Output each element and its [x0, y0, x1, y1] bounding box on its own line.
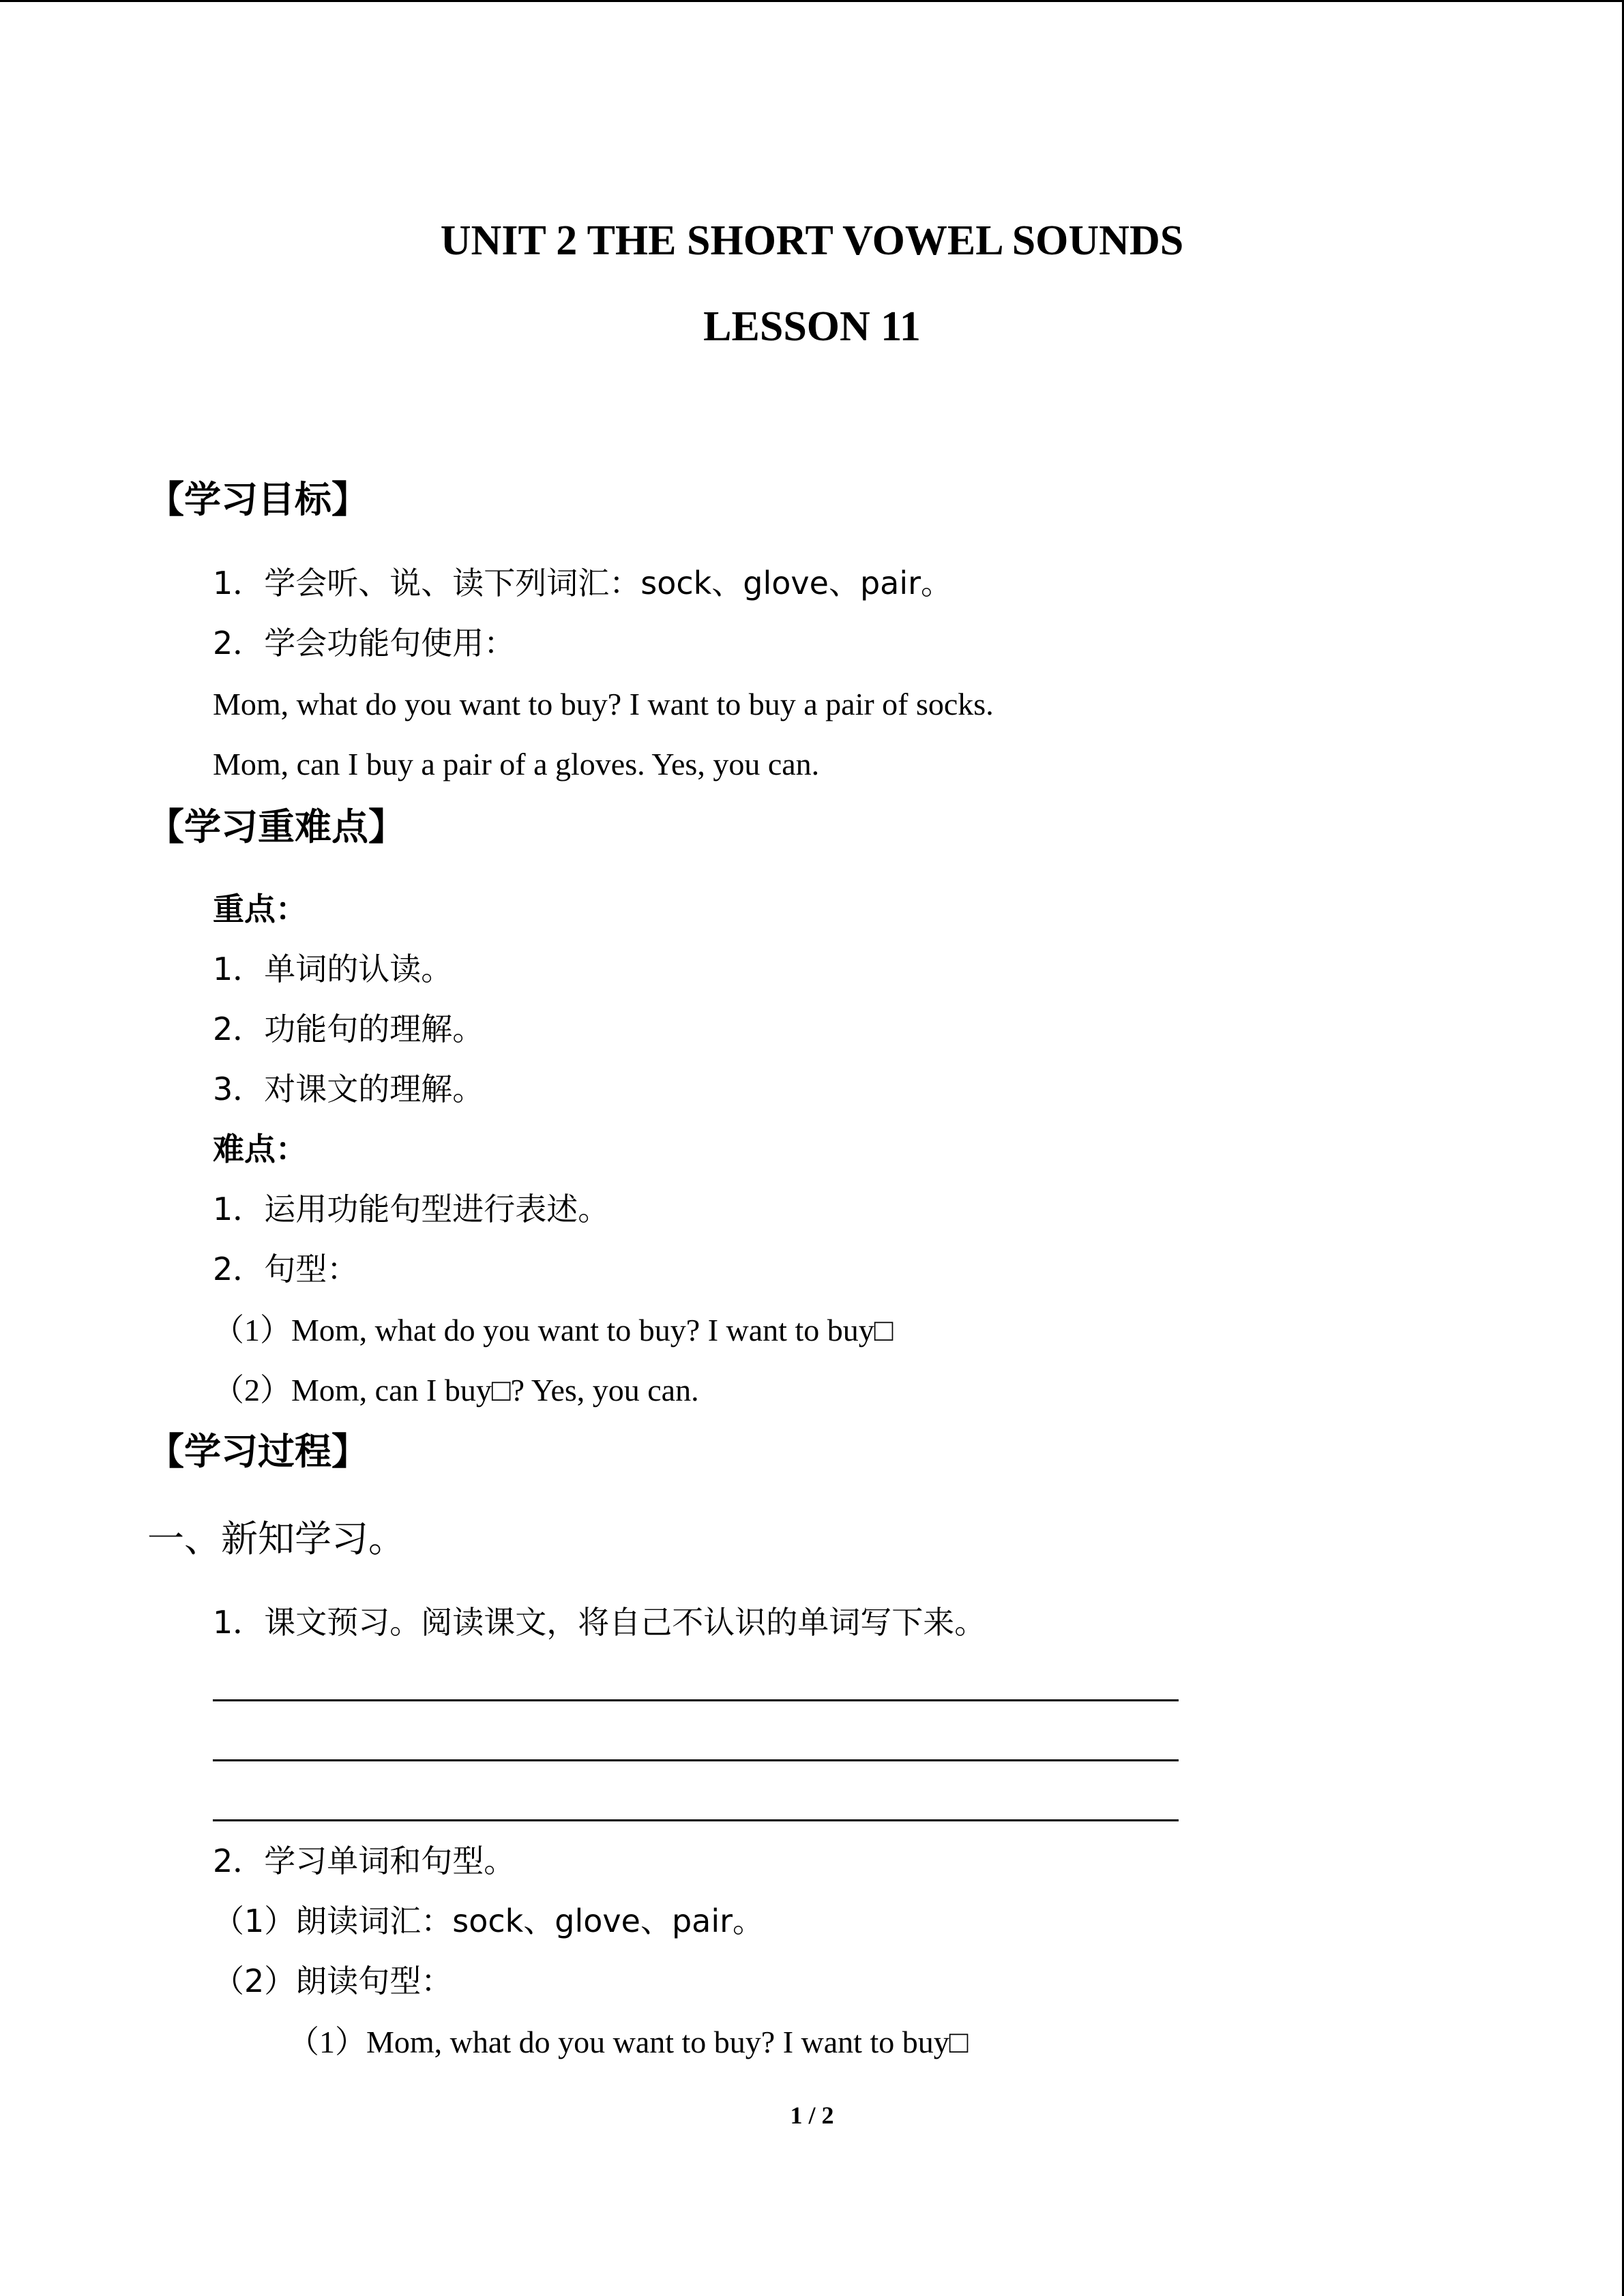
objective-sentence-2: Mom, can I buy a pair of a gloves. Yes, you can. — [213, 747, 820, 781]
document-title: UNIT 2 THE SHORT VOWEL SOUNDS — [440, 218, 1184, 264]
lesson-title: LESSON 11 — [703, 303, 921, 350]
difficult-item-1: 1．运用功能句型进行表述。 — [213, 1191, 610, 1227]
difficult-item-2: 2．句型： — [213, 1251, 359, 1287]
difficult-pattern-1: （1）Mom, what do you want to buy? I want to buy□ — [213, 1313, 894, 1347]
key-points-heading: 【学习重难点】 — [147, 805, 405, 848]
difficult-label: 难点： — [213, 1131, 307, 1167]
step-2-sentence-1: （1）Mom, what do you want to buy? I want to buy□ — [288, 2025, 969, 2059]
key-item-1: 1．单词的认读。 — [213, 951, 453, 987]
difficult-pattern-2: （2）Mom, can I buy□? Yes, you can. — [213, 1373, 699, 1407]
objective-item-1: 1．学会听、说、读下列词汇：sock、glove、pair。 — [213, 565, 953, 601]
part-one-heading: 一、新知学习。 — [147, 1517, 405, 1560]
step-1: 1．课文预习。阅读课文，将自己不认识的单词写下来。 — [213, 1604, 986, 1641]
answer-line-1[interactable] — [213, 1699, 1179, 1701]
answer-line-3[interactable] — [213, 1819, 1179, 1821]
page-border-top — [0, 0, 1624, 2]
objective-sentence-1: Mom, what do you want to buy? I want to buy a pair of socks. — [213, 687, 994, 721]
step-2-item-2: （2）朗读句型： — [213, 1963, 453, 1999]
key-label: 重点： — [213, 891, 307, 927]
step-2-item-1: （1）朗读词汇：sock、glove、pair。 — [213, 1903, 765, 1939]
key-item-3: 3．对课文的理解。 — [213, 1071, 484, 1107]
process-heading: 【学习过程】 — [147, 1430, 368, 1473]
objectives-heading: 【学习目标】 — [147, 478, 368, 521]
step-2: 2．学习单词和句型。 — [213, 1843, 516, 1879]
answer-line-2[interactable] — [213, 1759, 1179, 1761]
key-item-2: 2．功能句的理解。 — [213, 1011, 484, 1047]
page-number: 1 / 2 — [790, 2102, 834, 2129]
objective-item-2: 2．学会功能句使用： — [213, 625, 516, 661]
